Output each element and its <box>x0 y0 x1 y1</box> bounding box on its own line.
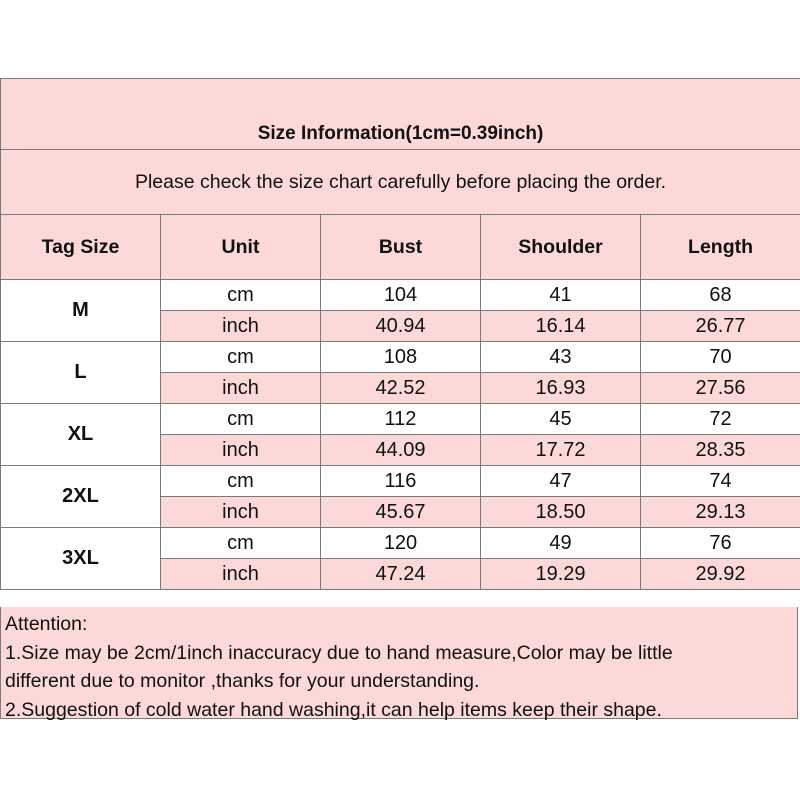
attention-notes <box>0 607 798 719</box>
bust-cell: 108 <box>321 342 481 373</box>
table-row <box>1 404 800 435</box>
bust-cell: 116 <box>321 466 481 497</box>
unit-cell: cm <box>161 280 321 311</box>
size-table <box>0 78 800 590</box>
length-cell: 74 <box>641 466 800 497</box>
length-cell: 27.56 <box>641 373 800 404</box>
length-cell: 29.13 <box>641 497 800 528</box>
attention-line: 2.Suggestion of cold water hand washing,it can help items keep their shape. <box>5 698 662 721</box>
unit-cell: cm <box>161 528 321 559</box>
shoulder-cell: 16.93 <box>481 373 641 404</box>
unit-cell: cm <box>161 466 321 497</box>
bust-cell: 104 <box>321 280 481 311</box>
shoulder-cell: 17.72 <box>481 435 641 466</box>
shoulder-cell: 41 <box>481 280 641 311</box>
length-cell: 28.35 <box>641 435 800 466</box>
table-row <box>1 342 800 373</box>
bust-cell: 45.67 <box>321 497 481 528</box>
shoulder-cell: 47 <box>481 466 641 497</box>
bust-cell: 40.94 <box>321 311 481 342</box>
header-length: Length <box>641 215 800 280</box>
bust-cell: 42.52 <box>321 373 481 404</box>
shoulder-cell: 19.29 <box>481 559 641 590</box>
header-unit: Unit <box>161 215 321 280</box>
length-cell: 68 <box>641 280 800 311</box>
unit-cell: inch <box>161 435 321 466</box>
length-cell: 26.77 <box>641 311 800 342</box>
shoulder-cell: 49 <box>481 528 641 559</box>
unit-cell: cm <box>161 342 321 373</box>
unit-cell: inch <box>161 497 321 528</box>
length-cell: 29.92 <box>641 559 800 590</box>
header-tag-size: Tag Size <box>1 215 161 280</box>
unit-cell: inch <box>161 311 321 342</box>
size-tag-cell: 3XL <box>1 528 161 590</box>
size-tag-cell: 2XL <box>1 466 161 528</box>
bust-cell: 112 <box>321 404 481 435</box>
shoulder-cell: 45 <box>481 404 641 435</box>
header-row <box>1 215 800 280</box>
unit-cell: cm <box>161 404 321 435</box>
bust-cell: 47.24 <box>321 559 481 590</box>
length-cell: 70 <box>641 342 800 373</box>
shoulder-cell: 16.14 <box>481 311 641 342</box>
attention-line: 1.Size may be 2cm/1inch inaccuracy due to hand measure,Color may be little <box>5 641 673 664</box>
table-row <box>1 466 800 497</box>
shoulder-cell: 18.50 <box>481 497 641 528</box>
size-chart <box>0 78 800 720</box>
header-bust: Bust <box>321 215 481 280</box>
length-cell: 76 <box>641 528 800 559</box>
size-tag-cell: XL <box>1 404 161 466</box>
table-row <box>1 528 800 559</box>
order-notice: Please check the size chart carefully before placing the order. <box>1 150 800 215</box>
bust-cell: 120 <box>321 528 481 559</box>
size-tag-cell: L <box>1 342 161 404</box>
length-cell: 72 <box>641 404 800 435</box>
header-shoulder: Shoulder <box>481 215 641 280</box>
unit-cell: inch <box>161 373 321 404</box>
unit-cell: inch <box>161 559 321 590</box>
shoulder-cell: 43 <box>481 342 641 373</box>
chart-title: Size Information(1cm=0.39inch) <box>1 79 800 150</box>
attention-line: different due to monitor ,thanks for your understanding. <box>5 670 480 692</box>
attention-heading: Attention: <box>5 613 88 635</box>
bust-cell: 44.09 <box>321 435 481 466</box>
table-row <box>1 280 800 311</box>
size-tag-cell: M <box>1 280 161 342</box>
